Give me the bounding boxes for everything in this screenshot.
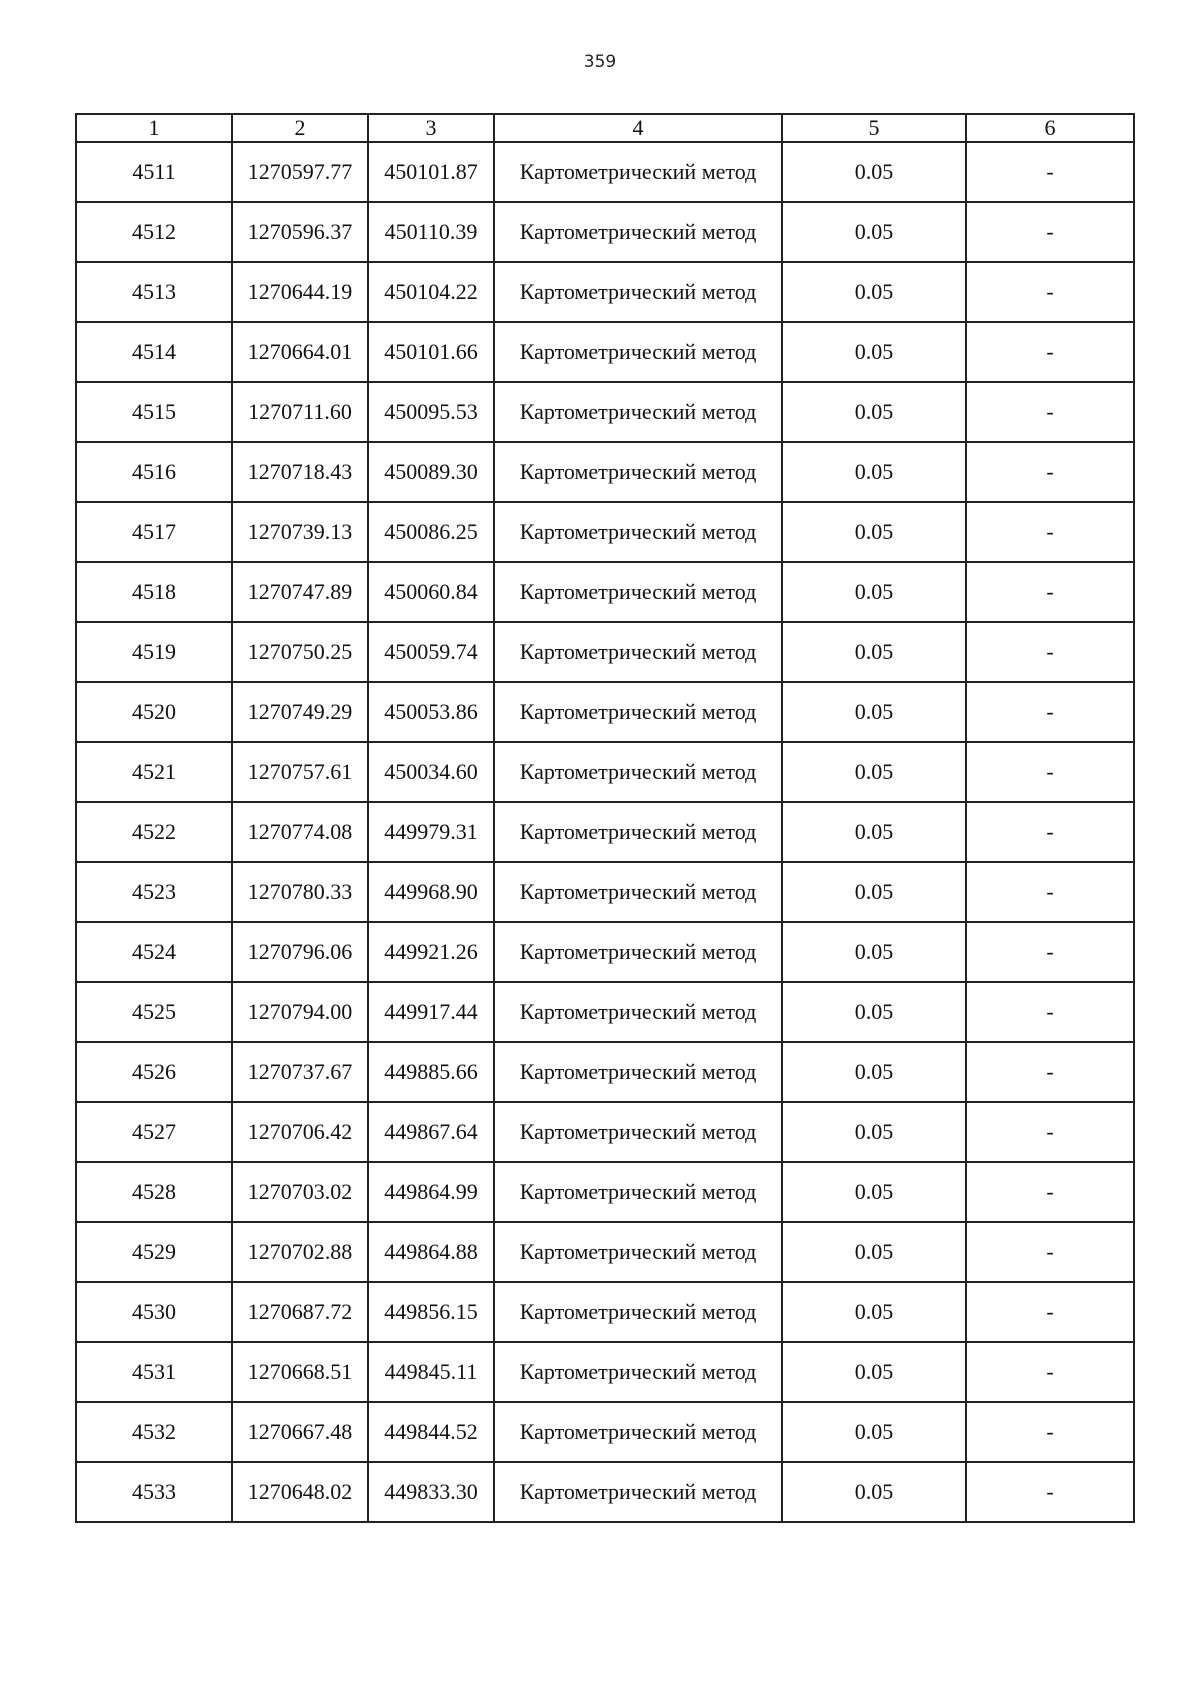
description-cell: - [966,1402,1134,1462]
method-cell: Картометрический метод [494,742,782,802]
y-coordinate-cell: 449968.90 [368,862,494,922]
table-row [76,322,1134,382]
table-row [76,142,1134,202]
point-number-cell: 4514 [76,322,232,382]
method-cell: Картометрический метод [494,1162,782,1222]
accuracy-cell: 0.05 [782,502,966,562]
accuracy-cell: 0.05 [782,1042,966,1102]
accuracy-cell: 0.05 [782,562,966,622]
description-cell: - [966,622,1134,682]
table-row [76,1282,1134,1342]
description-cell: - [966,1462,1134,1522]
description-cell: - [966,262,1134,322]
method-cell: Картометрический метод [494,1042,782,1102]
column-header-4: 4 [494,114,782,142]
y-coordinate-cell: 450104.22 [368,262,494,322]
accuracy-cell: 0.05 [782,1282,966,1342]
table-row [76,1162,1134,1222]
column-header-1: 1 [76,114,232,142]
accuracy-cell: 0.05 [782,202,966,262]
y-coordinate-cell: 450060.84 [368,562,494,622]
x-coordinate-cell: 1270796.06 [232,922,368,982]
y-coordinate-cell: 450053.86 [368,682,494,742]
method-cell: Картометрический метод [494,922,782,982]
method-cell: Картометрический метод [494,1462,782,1522]
y-coordinate-cell: 449885.66 [368,1042,494,1102]
column-header-2: 2 [232,114,368,142]
point-number-cell: 4513 [76,262,232,322]
table-row [76,1342,1134,1402]
x-coordinate-cell: 1270747.89 [232,562,368,622]
description-cell: - [966,1342,1134,1402]
table-row [76,862,1134,922]
point-number-cell: 4521 [76,742,232,802]
table-row [76,922,1134,982]
accuracy-cell: 0.05 [782,682,966,742]
table-row [76,502,1134,562]
y-coordinate-cell: 450101.87 [368,142,494,202]
method-cell: Картометрический метод [494,502,782,562]
method-cell: Картометрический метод [494,442,782,502]
y-coordinate-cell: 450089.30 [368,442,494,502]
y-coordinate-cell: 450110.39 [368,202,494,262]
description-cell: - [966,1102,1134,1162]
accuracy-cell: 0.05 [782,742,966,802]
x-coordinate-cell: 1270702.88 [232,1222,368,1282]
point-number-cell: 4520 [76,682,232,742]
table-row [76,1402,1134,1462]
description-cell: - [966,562,1134,622]
description-cell: - [966,442,1134,502]
accuracy-cell: 0.05 [782,1402,966,1462]
method-cell: Картометрический метод [494,142,782,202]
table-row [76,682,1134,742]
method-cell: Картометрический метод [494,1282,782,1342]
y-coordinate-cell: 449864.99 [368,1162,494,1222]
method-cell: Картометрический метод [494,262,782,322]
method-cell: Картометрический метод [494,1402,782,1462]
method-cell: Картометрический метод [494,802,782,862]
method-cell: Картометрический метод [494,382,782,442]
accuracy-cell: 0.05 [782,802,966,862]
table-header [76,114,1134,142]
point-number-cell: 4523 [76,862,232,922]
description-cell: - [966,982,1134,1042]
point-number-cell: 4530 [76,1282,232,1342]
accuracy-cell: 0.05 [782,382,966,442]
x-coordinate-cell: 1270703.02 [232,1162,368,1222]
x-coordinate-cell: 1270596.37 [232,202,368,262]
point-number-cell: 4527 [76,1102,232,1162]
table-row [76,742,1134,802]
accuracy-cell: 0.05 [782,262,966,322]
point-number-cell: 4515 [76,382,232,442]
accuracy-cell: 0.05 [782,1222,966,1282]
point-number-cell: 4528 [76,1162,232,1222]
x-coordinate-cell: 1270664.01 [232,322,368,382]
point-number-cell: 4533 [76,1462,232,1522]
accuracy-cell: 0.05 [782,1162,966,1222]
y-coordinate-cell: 450059.74 [368,622,494,682]
point-number-cell: 4517 [76,502,232,562]
x-coordinate-cell: 1270750.25 [232,622,368,682]
x-coordinate-cell: 1270597.77 [232,142,368,202]
table-row [76,562,1134,622]
x-coordinate-cell: 1270668.51 [232,1342,368,1402]
method-cell: Картометрический метод [494,322,782,382]
y-coordinate-cell: 449917.44 [368,982,494,1042]
accuracy-cell: 0.05 [782,1102,966,1162]
table-row [76,262,1134,322]
point-number-cell: 4529 [76,1222,232,1282]
point-number-cell: 4526 [76,1042,232,1102]
description-cell: - [966,382,1134,442]
method-cell: Картометрический метод [494,1342,782,1402]
x-coordinate-cell: 1270739.13 [232,502,368,562]
table-row [76,1102,1134,1162]
table-row [76,1042,1134,1102]
y-coordinate-cell: 450034.60 [368,742,494,802]
x-coordinate-cell: 1270711.60 [232,382,368,442]
method-cell: Картометрический метод [494,682,782,742]
x-coordinate-cell: 1270780.33 [232,862,368,922]
method-cell: Картометрический метод [494,622,782,682]
method-cell: Картометрический метод [494,202,782,262]
method-cell: Картометрический метод [494,1222,782,1282]
point-number-cell: 4531 [76,1342,232,1402]
accuracy-cell: 0.05 [782,862,966,922]
x-coordinate-cell: 1270706.42 [232,1102,368,1162]
description-cell: - [966,142,1134,202]
x-coordinate-cell: 1270737.67 [232,1042,368,1102]
y-coordinate-cell: 449921.26 [368,922,494,982]
table-row [76,1462,1134,1522]
accuracy-cell: 0.05 [782,622,966,682]
accuracy-cell: 0.05 [782,442,966,502]
point-number-cell: 4512 [76,202,232,262]
accuracy-cell: 0.05 [782,142,966,202]
header-row [76,114,1134,142]
y-coordinate-cell: 449845.11 [368,1342,494,1402]
description-cell: - [966,742,1134,802]
page-number: 359 [583,52,617,72]
method-cell: Картометрический метод [494,1102,782,1162]
x-coordinate-cell: 1270687.72 [232,1282,368,1342]
description-cell: - [966,862,1134,922]
point-number-cell: 4518 [76,562,232,622]
x-coordinate-cell: 1270774.08 [232,802,368,862]
x-coordinate-cell: 1270794.00 [232,982,368,1042]
description-cell: - [966,322,1134,382]
y-coordinate-cell: 449979.31 [368,802,494,862]
description-cell: - [966,1042,1134,1102]
table-row [76,202,1134,262]
point-number-cell: 4519 [76,622,232,682]
y-coordinate-cell: 450086.25 [368,502,494,562]
accuracy-cell: 0.05 [782,1462,966,1522]
y-coordinate-cell: 449867.64 [368,1102,494,1162]
coordinates-table [75,113,1135,1523]
point-number-cell: 4511 [76,142,232,202]
table-row [76,622,1134,682]
accuracy-cell: 0.05 [782,922,966,982]
column-header-5: 5 [782,114,966,142]
table-row [76,802,1134,862]
method-cell: Картометрический метод [494,982,782,1042]
description-cell: - [966,1222,1134,1282]
column-header-3: 3 [368,114,494,142]
x-coordinate-cell: 1270757.61 [232,742,368,802]
column-header-6: 6 [966,114,1134,142]
point-number-cell: 4524 [76,922,232,982]
point-number-cell: 4516 [76,442,232,502]
x-coordinate-cell: 1270667.48 [232,1402,368,1462]
y-coordinate-cell: 449833.30 [368,1462,494,1522]
y-coordinate-cell: 450095.53 [368,382,494,442]
table-row [76,382,1134,442]
y-coordinate-cell: 450101.66 [368,322,494,382]
point-number-cell: 4532 [76,1402,232,1462]
description-cell: - [966,682,1134,742]
table-body [76,142,1134,1522]
x-coordinate-cell: 1270644.19 [232,262,368,322]
table-row [76,442,1134,502]
table-row [76,982,1134,1042]
description-cell: - [966,802,1134,862]
x-coordinate-cell: 1270718.43 [232,442,368,502]
accuracy-cell: 0.05 [782,1342,966,1402]
description-cell: - [966,502,1134,562]
y-coordinate-cell: 449856.15 [368,1282,494,1342]
y-coordinate-cell: 449864.88 [368,1222,494,1282]
description-cell: - [966,1282,1134,1342]
method-cell: Картометрический метод [494,862,782,922]
description-cell: - [966,922,1134,982]
method-cell: Картометрический метод [494,562,782,622]
x-coordinate-cell: 1270648.02 [232,1462,368,1522]
description-cell: - [966,1162,1134,1222]
table-row [76,1222,1134,1282]
point-number-cell: 4522 [76,802,232,862]
y-coordinate-cell: 449844.52 [368,1402,494,1462]
description-cell: - [966,202,1134,262]
x-coordinate-cell: 1270749.29 [232,682,368,742]
accuracy-cell: 0.05 [782,322,966,382]
accuracy-cell: 0.05 [782,982,966,1042]
point-number-cell: 4525 [76,982,232,1042]
